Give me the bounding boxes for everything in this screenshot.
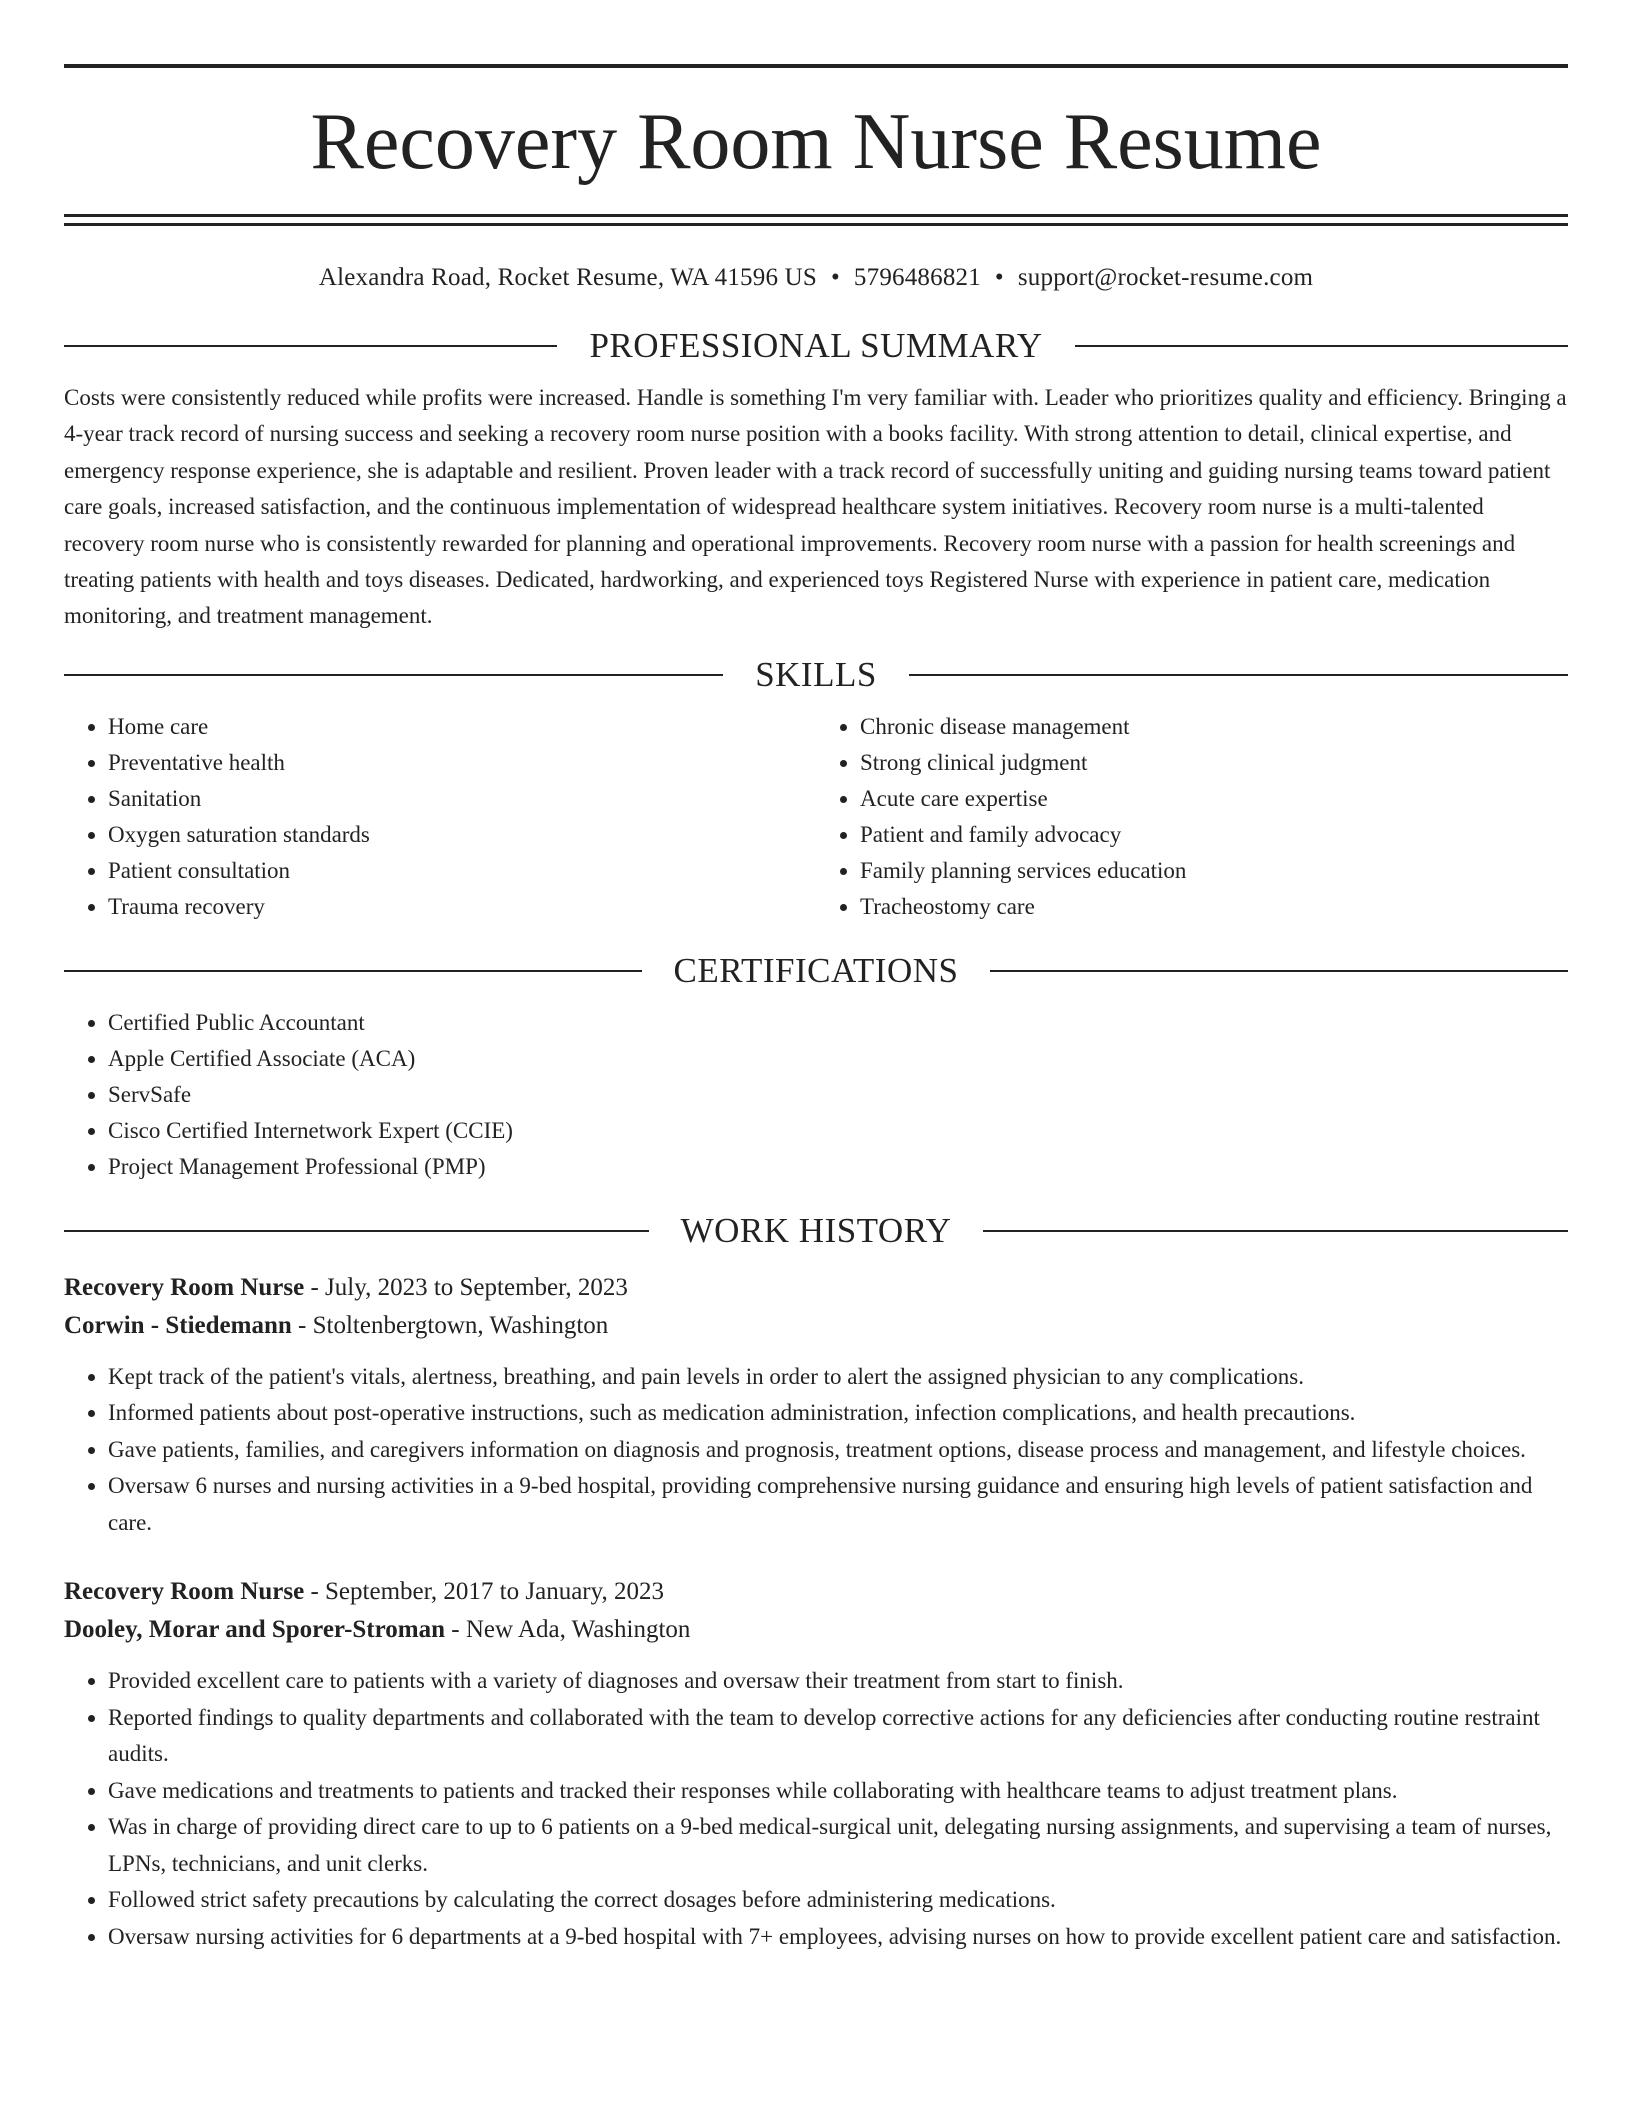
job-bullet: • Provided excellent care to patients with a variety of diagnoses and oversaw their treatment from start to finish. bbox=[108, 1663, 1568, 1700]
divider bbox=[64, 970, 642, 972]
job-bullet: • Reported findings to quality departments and collaborated with the team to develop corrective actions for any deficiencies after conducting routine restraint audits. bbox=[108, 1700, 1568, 1773]
job-location: - Stoltenbergtown, Washington bbox=[291, 1311, 609, 1339]
contact-email: support@rocket-resume.com bbox=[1017, 264, 1314, 291]
job-bullet: • Informed patients about post-operative instructions, such as medication administration, infection complications, and health precautions. bbox=[108, 1395, 1568, 1432]
contact-address: Alexandra Road, Rocket Resume, WA 41596 US bbox=[318, 264, 817, 291]
job-company-line bbox=[64, 1611, 1568, 1649]
contact-phone: 5796486821 bbox=[853, 264, 981, 291]
job-bullet: • Gave patients, families, and caregivers information on diagnosis and prognosis, treatment options, disease process and management, and lifestyle choices. bbox=[108, 1432, 1568, 1469]
certifications-heading-text: CERTIFICATIONS bbox=[673, 950, 959, 990]
job-entry bbox=[64, 1269, 1568, 1542]
skill-item: • Sanitation bbox=[108, 781, 816, 817]
job-bullets bbox=[64, 1359, 1568, 1542]
certification-item: • Apple Certified Associate (ACA) bbox=[108, 1041, 1568, 1077]
divider bbox=[64, 674, 723, 676]
skill-item: • Chronic disease management bbox=[860, 709, 1568, 745]
job-title: Recovery Room Nurse bbox=[64, 1578, 305, 1606]
skill-item: • Strong clinical judgment bbox=[860, 745, 1568, 781]
divider bbox=[1075, 345, 1568, 347]
certification-item: • Cisco Certified Internetwork Expert (CCIE) bbox=[108, 1113, 1568, 1149]
work-heading bbox=[64, 1209, 1568, 1253]
skills-column-right bbox=[816, 709, 1568, 925]
skill-item: • Trauma recovery bbox=[108, 889, 816, 925]
title-block bbox=[64, 64, 1568, 226]
summary-text: Costs were consistently reduced while profits were increased. Handle is something I'm very familiar with. Leader who prioritizes quality and efficiency. Bringing a 4-year track record of nursing success and seeking a recovery room nurse position with a books facility. With strong attention to detail, clinical expertise, and emergency response experience, she is adaptable and resilient. Proven leader with a track record of successfully uniting and guiding nursing teams toward patient care goals, increased satisfaction, and the continuous implementation of widespread healthcare system initiatives. Recovery room nurse is a multi-talented recovery room nurse who is consistently rewarded for planning and operational improvements. Recovery room nurse with a passion for health screenings and treating patients with health and toys diseases. Dedicated, hardworking, and experienced toys Registered Nurse with experience in patient care, medication monitoring, and treatment management. bbox=[64, 385, 1567, 629]
job-title-line bbox=[64, 1269, 1568, 1307]
contact-line bbox=[64, 262, 1568, 294]
work-heading-text: WORK HISTORY bbox=[680, 1210, 952, 1250]
job-title: Recovery Room Nurse bbox=[64, 1273, 305, 1301]
job-company: Dooley, Morar and Sporer-Stroman bbox=[64, 1616, 446, 1644]
job-bullets bbox=[64, 1663, 1568, 1955]
certifications-heading bbox=[64, 949, 1568, 993]
job-bullet: • Gave medications and treatments to patients and tracked their responses while collaborating with healthcare teams to adjust treatment plans. bbox=[108, 1773, 1568, 1810]
job-title-line bbox=[64, 1573, 1568, 1611]
skill-item: • Preventative health bbox=[108, 745, 816, 781]
job-bullet: • Oversaw 6 nurses and nursing activities in a 9-bed hospital, providing comprehensive nursing guidance and ensuring high levels of patient satisfaction and care. bbox=[108, 1468, 1568, 1541]
skills-list bbox=[64, 709, 1568, 925]
skills-heading-text: SKILLS bbox=[755, 654, 877, 694]
job-bullet: • Kept track of the patient's vitals, alertness, breathing, and pain levels in order to alert the assigned physician to any complications. bbox=[108, 1359, 1568, 1396]
job-dates: - July, 2023 to September, 2023 bbox=[304, 1273, 628, 1301]
page-title: Recovery Room Nurse Resume bbox=[310, 98, 1322, 186]
skills-column-left bbox=[64, 709, 816, 925]
divider bbox=[909, 674, 1568, 676]
divider bbox=[983, 1230, 1568, 1232]
skill-item: • Patient consultation bbox=[108, 853, 816, 889]
title-rule bbox=[64, 214, 1568, 217]
certification-item: • ServSafe bbox=[108, 1077, 1568, 1113]
skills-heading bbox=[64, 653, 1568, 697]
skill-item: • Patient and family advocacy bbox=[860, 817, 1568, 853]
resume-page bbox=[64, 64, 1568, 1955]
contact-separator: • bbox=[830, 264, 840, 291]
job-bullet: • Was in charge of providing direct care to up to 6 patients on a 9-bed medical-surgical unit, delegating nursing assignments, and supervising a team of nurses, LPNs, technicians, and unit clerks. bbox=[108, 1809, 1568, 1882]
divider bbox=[990, 970, 1568, 972]
certification-item: • Project Management Professional (PMP) bbox=[108, 1149, 1568, 1185]
skill-item: • Family planning services education bbox=[860, 853, 1568, 889]
summary-heading-text: PROFESSIONAL SUMMARY bbox=[589, 326, 1043, 365]
job-bullet: • Oversaw nursing activities for 6 departments at a 9-bed hospital with 7+ employees, advising nurses on how to provide excellent patient care and satisfaction. bbox=[108, 1919, 1568, 1956]
skill-item: • Tracheostomy care bbox=[860, 889, 1568, 925]
job-bullet: • Followed strict safety precautions by calculating the correct dosages before administering medications. bbox=[108, 1882, 1568, 1919]
divider bbox=[64, 1230, 649, 1232]
job-company-line bbox=[64, 1307, 1568, 1345]
certification-item: • Certified Public Accountant bbox=[108, 1005, 1568, 1041]
contact-separator: • bbox=[994, 264, 1004, 291]
summary-heading bbox=[64, 324, 1568, 368]
divider bbox=[64, 345, 557, 347]
job-company: Corwin - Stiedemann bbox=[64, 1311, 292, 1339]
skill-item: • Acute care expertise bbox=[860, 781, 1568, 817]
job-entry bbox=[64, 1573, 1568, 1955]
skill-item: • Home care bbox=[108, 709, 816, 745]
skill-item: • Oxygen saturation standards bbox=[108, 817, 816, 853]
title-rule-double bbox=[64, 223, 1568, 226]
job-location: - New Ada, Washington bbox=[445, 1616, 691, 1644]
job-dates: - September, 2017 to January, 2023 bbox=[304, 1578, 665, 1606]
certifications-list bbox=[64, 1005, 1568, 1185]
